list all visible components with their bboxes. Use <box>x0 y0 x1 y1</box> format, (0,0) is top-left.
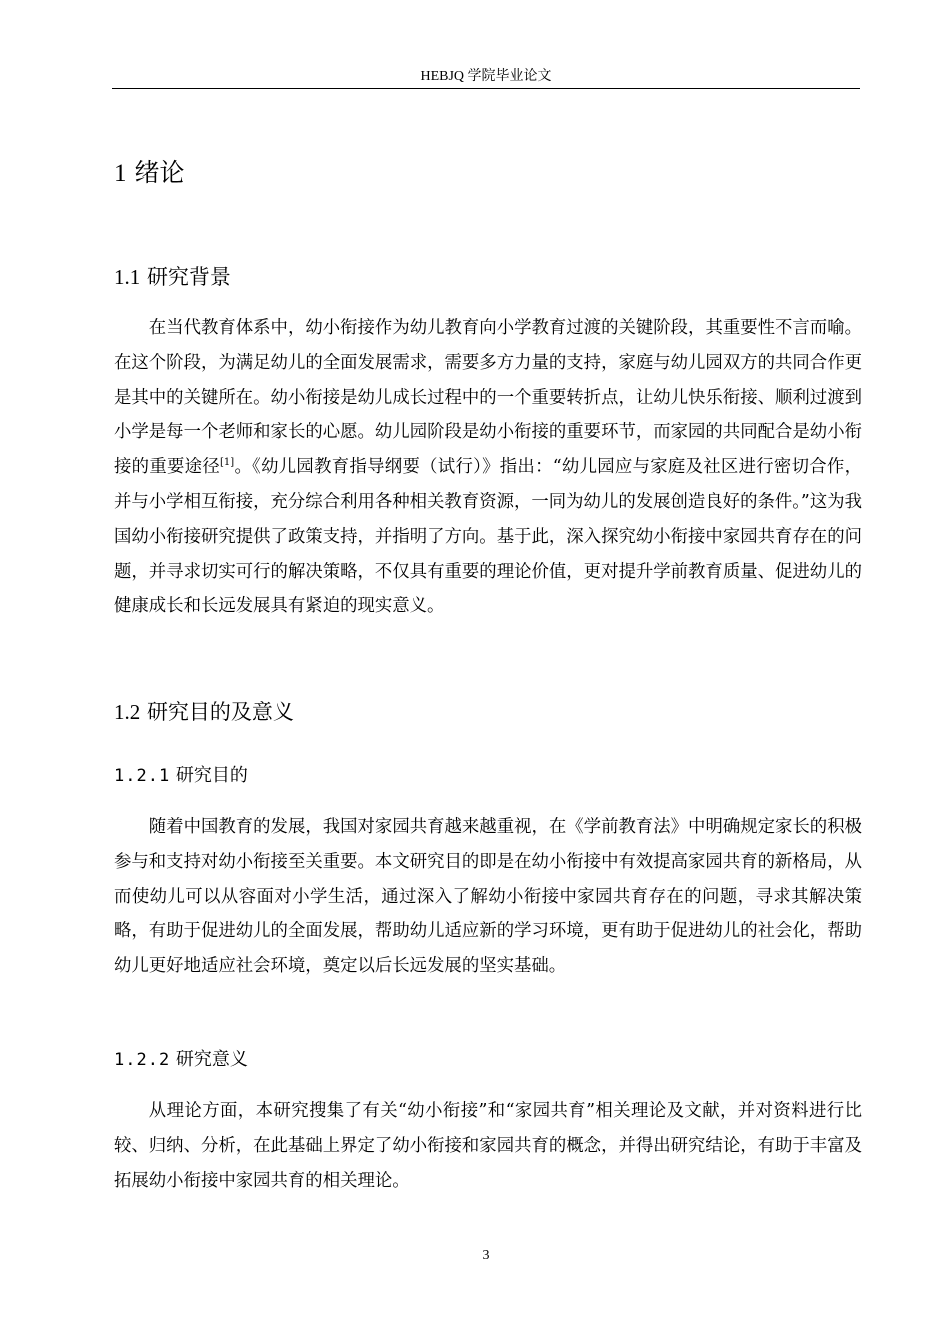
page-number: 3 <box>482 1248 490 1263</box>
subsection-heading-1-2-1 <box>114 763 248 789</box>
chapter-number: 1 <box>114 160 127 187</box>
significance-paragraph: 从理论方面，本研究搜集了有关“幼小衔接”和“家园共育”相关理论及文献，并对资料进行比较、归纳、分析，在此基础上界定了幼小衔接和家园共育的概念，并得出研究结论，有助于丰富及拓展幼小衔接中家园共育的相关理论。 <box>114 1101 862 1191</box>
purpose-paragraph: 随着中国教育的发展，我国对家园共育越来越重视，在《学前教育法》中明确规定家长的积极参与和支持对幼小衔接至关重要。本文研究目的即是在幼小衔接中有效提高家园共育的新格局，从而使幼儿可以从容面对小学生活，通过深入了解幼小衔接中家园共育存在的问题，寻求其解决策略，有助于促进幼儿的全面发展，帮助幼儿适应新的学习环境，更有助于促进幼儿的社会化，帮助幼儿更好地适应社会环境，奠定以后长远发展的坚实基础。 <box>114 817 862 977</box>
subsection-title: 研究意义 <box>175 1049 248 1070</box>
chapter-heading <box>114 156 184 191</box>
section-title: 研究背景 <box>146 265 231 289</box>
background-text-part-1: 在当代教育体系中，幼小衔接作为幼儿教育向小学教育过渡的关键阶段，其重要性不言而喻。在这个阶段，为满足幼儿的全面发展需求，需要多方力量的支持，家庭与幼儿园双方的共同合作更是其中的关键所在。幼小衔接是幼儿成长过程中的一个重要转折点，让幼儿快乐衔接、顺利过渡到小学是每一个老师和家长的心愿。幼儿园阶段是幼小衔接的重要环节，而家园的共同配合是幼小衔接的重要途径 <box>114 318 862 478</box>
citation-marker: [1] <box>220 457 235 469</box>
background-text-part-2: 。《幼儿园教育指导纲要（试行）》指出：“幼儿园应与家庭及社区进行密切合作，并与小学相互衔接，充分综合利用各种相关教育资源，一同为幼儿的发展创造良好的条件。”这为我国幼小衔接研究提供了政策支持，并指明了方向。基于此，深入探究幼小衔接中家园共育存在的问题，并寻求切实可行的解决策略，不仅具有重要的理论价值，更对提升学前教育质量、促进幼儿的健康成长和长远发展具有紧迫的现实意义。 <box>114 457 862 617</box>
subsection-number: 1.2.1 <box>114 766 171 786</box>
header-divider <box>112 88 860 89</box>
subsection-title: 研究目的 <box>175 765 248 786</box>
section-title: 研究目的及意义 <box>146 700 294 724</box>
section-number: 1.2 <box>114 700 141 724</box>
background-paragraph <box>114 311 862 624</box>
chapter-title: 绪论 <box>134 158 185 187</box>
section-number: 1.1 <box>114 265 141 289</box>
section-heading-1-2 <box>114 698 294 726</box>
running-header: HEBJQ 学院毕业论文 <box>420 69 552 84</box>
subsection-heading-1-2-2 <box>114 1047 248 1073</box>
section-heading-1-1 <box>114 263 231 291</box>
subsection-number: 1.2.2 <box>114 1050 171 1070</box>
